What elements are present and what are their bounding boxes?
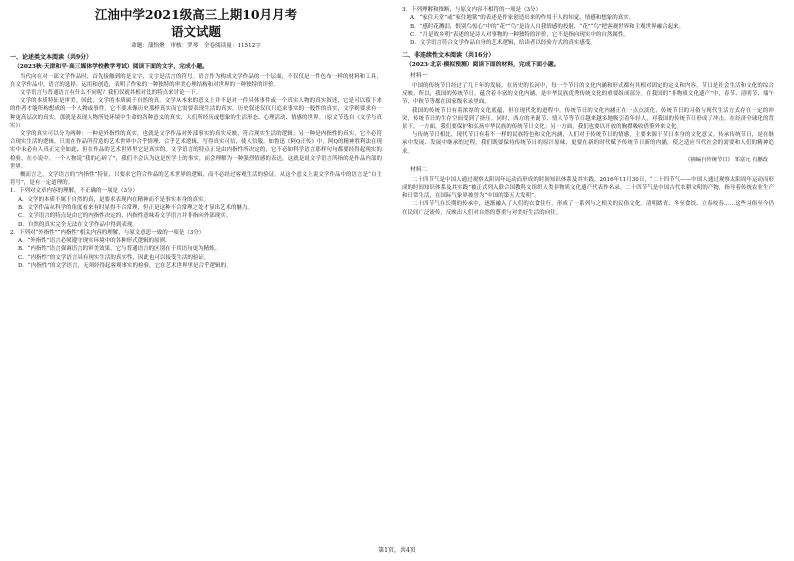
question-2-option-c: C．“内指性”的文学语言具有现实生活的真实性，因此也可以接受生活的验证。 — [18, 254, 210, 261]
question-2-option-d: D．“内指性”的文学语言，无须经得起客观事实的检验，它在艺术世界里是合乎逻辑的。 — [18, 263, 232, 270]
question-1-option-d: D．自然的真实完全无法在文学作品中得到表现。 — [18, 221, 138, 228]
question-1: 1．下列对文章内容的理解，不正确的一项是（3分） — [10, 188, 139, 195]
material-2-label: 材料二 — [410, 166, 428, 173]
section-2-heading: 二、非连续性文本阅读（共16分） — [402, 52, 495, 60]
page-footer: 第1页，共4页 — [378, 547, 416, 554]
exam-subtitle: 语文试题 — [170, 24, 221, 39]
left-column — [10, 6, 382, 270]
material-paragraph: 我国的传统节日有着浓厚的文化底蕴，但在现代化的进程中，传统节日的文化内涵正在一点点淡化，传统节日的习俗与现代生活方式存在一定的冲突，传统节日的生存空间受到了挤压。同时，西方的圣诞节、情人节等节日越来越多地吸引着年轻人，对我国的传统节日形成了冲击。在经济全球化的背景下，一方面，我们要保护和弘扬中华民族的传统节日文化；另一方面，我们也要以开放的胸襟吸收借鉴外来文化。 — [402, 107, 774, 130]
material-paragraph: 二十四节气是中国人通过观察太阳周年运动而形成的时间知识体系及其实践。2016年11月30日，“二十四节气——中国人通过观察太阳周年运动而形成的时间知识体系及其实践”被正式列入联合国教科文组织人类非物质文化遗产代表作名录。二十四节气是中国古代农耕文明的产物，指导着传统农业生产和日常生活，在国际气象界被誉为“中国的第五大发明”。 — [402, 176, 774, 200]
right-column — [402, 6, 774, 217]
material-source: 《摘编自传统节日》 邹富元 有删改 — [685, 156, 768, 163]
question-1-option-b: B．文学作品从科学的角度看来有时显得不合常理，但正是这种不合常理之处才显出艺术的魅力。 — [18, 204, 254, 211]
material-1-label: 材料一 — [410, 72, 428, 79]
question-3-option-c: C．“月是故乡明”表述的是诗人对事物的一种独特的评价，它不是指向现实中的自然属性。 — [410, 31, 629, 38]
passage-paragraph: 文学的真实可以分为两种：一种是外指性的真实，也就是文学作品对外部事实的真实反映，符合现实生活的逻辑；另一种是内指性的真实，它不必符合现实生活的逻辑，只需在作品所营造的艺术世界中合乎情理、合乎艺术逻辑，写得真实可信，使人信服。如鲁迅《阿Q正传》中，阿Q的精神胜利法在现实中未必有人真正完全如此，但在作品的艺术世界里它是真实的。文学语言的特点正是由内指性所决定的，它不必如科学语言那样句句都要经得起现实的检验。在小说中，一个人物说“我的心碎了”，我们不会认为这是医学上的事实，而会理解为一种强烈情感的表达。这就是说文学语言所指的是作品内部的世界。 — [10, 130, 382, 170]
passage-paragraph: 当代向在对一部文学作品时，首先接触到的是文字，文字是活言的符号。语言作为构成文学作品的一个层面，不仅仅是一件色布一样的材料和工具，在文学作品中，语言的选择、运用和创造，表明了作家的一种独特的审美心理结构和对世界的一种独特的评价。 — [10, 73, 382, 88]
question-2: 2．下列对“外指性”“内指性”相关内容的理解，与原文意思一致的一项是（3分） — [10, 229, 205, 236]
passage-paragraph: 文学语言与普通语言有什么不同呢？我们仅就其相对比的特点来讨论一下。 — [20, 89, 202, 96]
question-3-option-a: A．“家住天堂”或“家住地狱”的表述是作家创造出来的作用于人的知觉、情感和想象的真实。 — [410, 15, 635, 22]
question-1-option-c: C．文学语言的特点是由它的内指性决定的，内指性意味着文学语言并非指向外部现实。 — [18, 213, 232, 220]
question-3-option-b: B．“感时花溅泪，恨别鸟惊心”中的“花”“鸟”是诗人自我情感的投射，“花”“鸟”把客观世界和主观世界融合起来。 — [410, 23, 685, 30]
section-1-heading: 一、论述类文本阅读（共9分） — [10, 54, 93, 61]
section-1-instruction: （2023秋·天津和平·高三媒体学校教学考试）阅读下面的文字，完成小题。 — [14, 64, 209, 70]
question-2-option-a: A．“外指性”语言必须遵守现实环境中的各种形式逻辑的原则。 — [18, 238, 171, 245]
material-paragraph: 二十四节气在长期的传承中，逐渐融入了人们的衣食住行，形成了一系列与之相关的民俗文化。清明踏青、冬至食饺、立春咬春……这些习俗至今仍在民间广泛流传，反映出人们对自然的尊重与对美好生活的向往。 — [402, 201, 774, 216]
passage-paragraph: 概而言之，文学语言的“内指性”特征，只要求它符合作品的艺术世界的逻辑，而不必经过客观生活的验证。从这个意义上说文学作品中的语言是“自主符号”，是有一定道理的。 — [10, 171, 382, 187]
section-2-instruction: （2023·北京·模拟预测）阅读下面的材料，完成下面小题。 — [406, 62, 560, 69]
material-paragraph: 中国的传统节日经过了几千年的发展，在历史的长河中，每一个节日的文化内涵和形式都有其相对固定的定义和内容。节日是社会生活和文化的综合反映。所以，我国的传统节日，蕴含着丰富的文化内涵，是中华民族优秀传统文化的重要组成部分。在我国的“非物质文化遗产”中，春节、清明节、端午节、中秋节等都在国家级名录里面。 — [402, 82, 774, 106]
question-3: 3．下列理解和推断，与原文内容不相符的一项是（3分） — [402, 7, 542, 13]
question-2-option-b: B．“内指性”语言强调语言的审美效果，它与普通语言的区别在于其语句更为精炼。 — [18, 246, 221, 253]
exam-meta: 命题：蒲怡聚 审核：罗琴 全卷阅读量：11512字 — [131, 43, 261, 49]
question-1-option-a: A．文学的本质不属于自然的真，是要求表现内在精神而不是事实本身的真实。 — [18, 196, 209, 203]
exam-title: 江油中学2021级高三上期10月月考 — [94, 7, 298, 22]
question-3-option-d: D．文学语言符合文学作品自身的艺术逻辑，给读者以经验方式的真实感受。 — [410, 40, 596, 47]
passage-paragraph: 文学的本质特征是审美。因此，文学的本质属于自然的真。文学从本来的意义上并不是对一件具体事件或一个真实人物的真实叙述，它是可以留下来的作者才能所构想成的一个人物或事件。它不要求像历史那样真实而它需要表现生活的真实，历史叙述仅仅只追求事实的一般性的真实，文学则要求有一种更高层次的真实，那就是表现人物所处环境中生命的各种意义的真实，人们所经历或想象的生活形态、心理活动、情感的世界。（原文节选自《文学与真实》） — [10, 98, 382, 129]
material-paragraph: 与传统节日相比，现代节日有着不一样的民族特色和文化内涵，人们对于传统节日的情感，主要来源于节日本身的文化意义。传承传统节日，是在继承中发展、发展中继承的过程，我们既要保持传统节日的原汁原味，更要在新的时代赋予传统节日新的内涵，使之适应当代社会的需要和人们的精神追求。 — [402, 132, 774, 155]
